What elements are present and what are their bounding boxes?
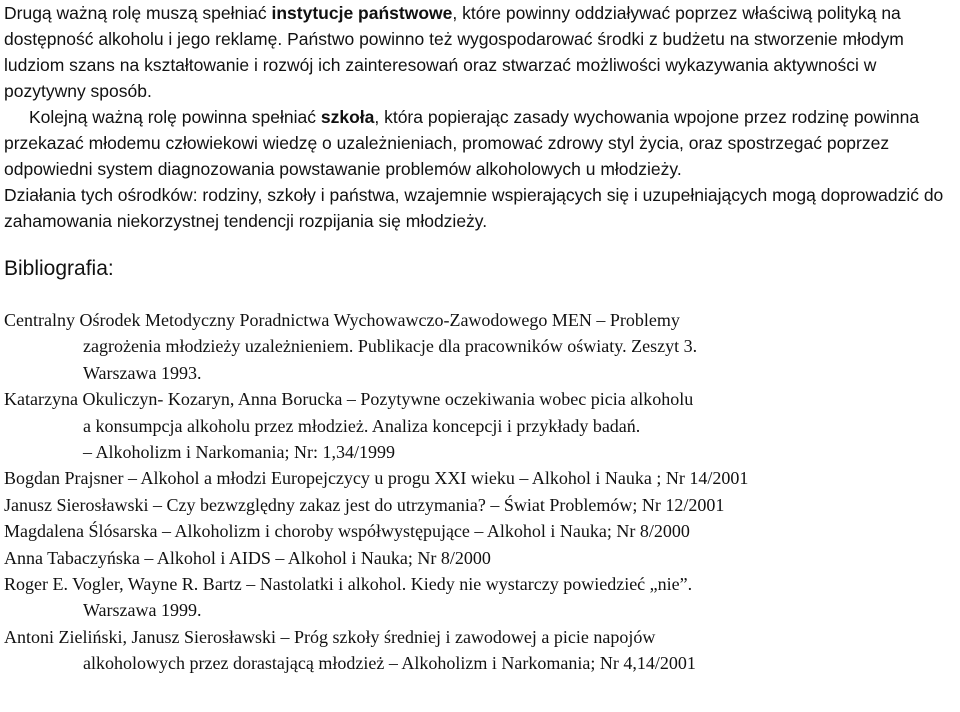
bibliography-entry [4,624,960,677]
bibliography-entry-first-line: Anna Tabaczyńska – Alkohol i AIDS – Alkohol i Nauka; Nr 8/2000 [4,547,491,568]
paragraph-school-bold: szkoła [320,107,375,127]
bibliography-entry-first-line: Katarzyna Okuliczyn- Kozaryn, Anna Borucka – Pozytywne oczekiwania wobec picia alkoholu [4,389,694,410]
bibliography-entry-first-line: Antoni Zieliński, Janusz Sierosławski – Próg szkoły średniej i zawodowej a picie napojów [4,626,656,647]
bibliography-entry-first-line: Magdalena Ślósarska – Alkoholizm i choroby współwystępujące – Alkohol i Nauka; Nr 8/2000 [4,521,690,542]
paragraph-summary: Działania tych ośrodków: rodziny, szkoły i państwa, wzajemnie wspierających się i uzupełniających mogą doprowadzić do zahamowania niekorzystnej tendencji rozpijania się młodzieży. [4,185,944,231]
bibliography-entry-continuation: – Alkoholizm i Narkomania; Nr: 1,34/1999 [83,442,395,463]
bibliography-entry-first-line: Roger E. Vogler, Wayne R. Bartz – Nastolatki i alkohol. Kiedy nie wystarczy powiedzieć „nie”. [4,574,693,595]
bibliography-list [4,307,960,677]
bibliography-entry-first-line: Janusz Sierosławski – Czy bezwzględny zakaz jest do utrzymania? – Świat Problemów; Nr 12/2001 [4,494,725,515]
bibliography-entry [4,307,960,386]
bibliography-entry [4,518,960,544]
paragraph-school-post: , która popierając zasady wychowania wpojone przez rodzinę powinna przekazać młodemu człowiekowi wiedzę o uzależnieniach, promować zdrowy styl życia, oraz spostrzegać poprzez odpowiedni system diagnozowania powstawanie problemów alkoholowych u młodzieży. [4,107,920,179]
bibliography-entry-first-line: Centralny Ośrodek Metodyczny Poradnictwa Wychowawczo-Zawodowego MEN – Problemy [4,310,680,330]
paragraph-state-post: , które powinny oddziaływać poprzez właściwą polityką na dostępność alkoholu i jego reklamę. Państwo powinno też wygospodarować środki z budżetu na stworzenie młodym ludziom szans na kształtowanie i rozwój ich zainteresowań oraz stwarzać możliwości wykazywania aktywności w pozytywny sposób. [4,3,904,101]
paragraph-state-bold: instytucje państwowe [271,3,453,23]
bibliography-heading: Bibliografia: [4,257,114,280]
bibliography-entry [4,492,960,518]
bibliography-entry [4,545,960,571]
paragraph-school [4,104,952,182]
bibliography-entry-continuation: Warszawa 1993. [83,362,202,383]
bibliography-entry-continuation: zagrożenia młodzieży uzależnieniem. Publikacje dla pracowników oświaty. Zeszyt 3. [83,336,698,357]
bibliography-entry [4,386,960,465]
paragraph-school-pre: Kolejną ważną rolę powinna spełniać [29,107,321,127]
bibliography-entry-continuation: alkoholowych przez dorastającą młodzież – Alkoholizm i Narkomania; Nr 4,14/2001 [83,653,696,674]
bibliography-entry-first-line: Bogdan Prajsner – Alkohol a młodzi Europejczycy u progu XXI wieku – Alkohol i Nauka ; Nr 14/2001 [4,468,749,489]
bibliography-entry [4,571,960,624]
paragraph-state-pre: Drugą ważną rolę muszą spełniać [4,3,272,23]
bibliography-entry-continuation: a konsumpcja alkoholu przez młodzież. Analiza koncepcji i przykłady badań. [83,415,641,436]
bibliography-entry [4,465,960,491]
bibliography-entry-continuation: Warszawa 1999. [83,600,202,621]
paragraph-state [4,0,952,104]
